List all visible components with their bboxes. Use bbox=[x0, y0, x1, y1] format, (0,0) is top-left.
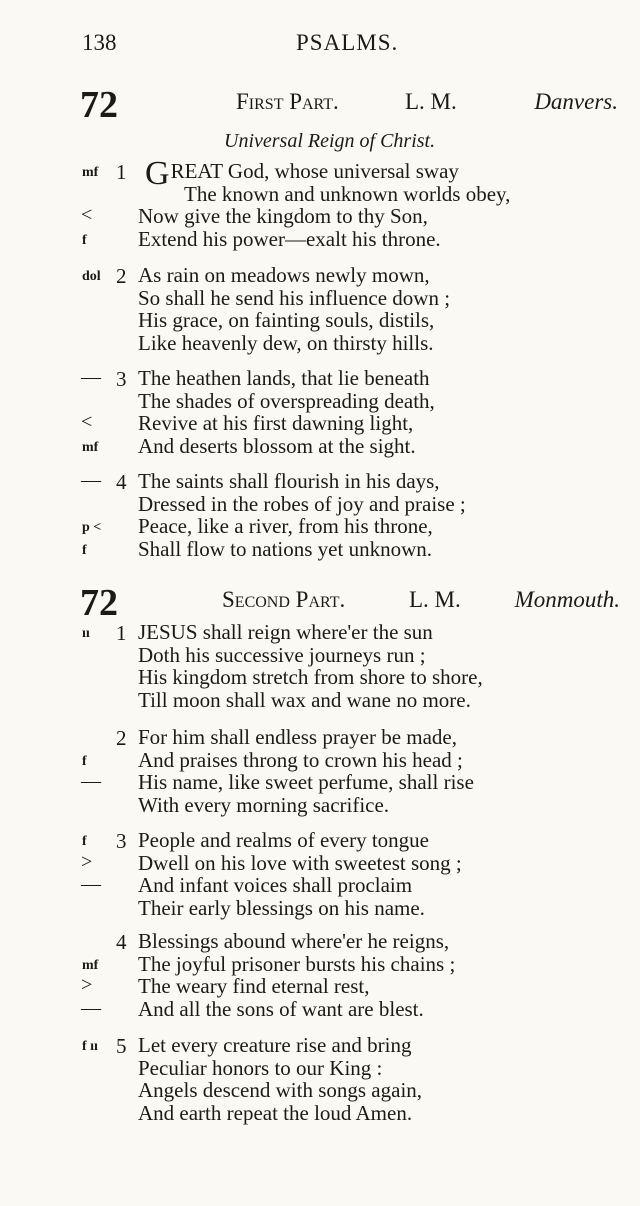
hymn-line bbox=[138, 537, 432, 562]
hymn-line bbox=[138, 974, 369, 999]
hymn-line-text: Extend his power—exalt his throne. bbox=[138, 226, 441, 251]
hymn-line-text: REAT God, whose universal sway bbox=[170, 159, 459, 183]
hymn-line bbox=[138, 366, 430, 391]
hymn-line-text: The weary find eternal rest, bbox=[138, 974, 370, 998]
dynamic-mark: mf bbox=[82, 957, 99, 973]
verse-number: 1 bbox=[116, 621, 127, 645]
hymn-line bbox=[184, 182, 510, 207]
hymn-line-text: Shall flow to nations yet unknown. bbox=[138, 536, 432, 561]
verse-number: 2 bbox=[116, 264, 127, 288]
hymn-line bbox=[138, 643, 426, 668]
hymn-line-text: The known and unknown worlds obey, bbox=[184, 181, 511, 206]
dynamic-mark: — bbox=[81, 770, 101, 792]
hymn-line bbox=[138, 725, 457, 750]
dynamic-mark: — bbox=[81, 873, 101, 895]
hymn-line bbox=[138, 952, 455, 977]
hymn-meter: L. M. bbox=[405, 89, 457, 114]
hymn-line-text: And deserts blossom at the sight. bbox=[138, 433, 416, 458]
hymn-line bbox=[138, 997, 424, 1022]
hymn-line-text: And infant voices shall proclaim bbox=[138, 873, 413, 897]
hymn-line-text: Angels descend with songs again, bbox=[138, 1078, 423, 1102]
hymn-tune: Monmouth. bbox=[514, 587, 620, 612]
dynamic-mark: f bbox=[82, 753, 87, 769]
hymn-line bbox=[138, 929, 449, 954]
hymn-line bbox=[138, 770, 474, 795]
dynamic-mark: < bbox=[81, 204, 93, 226]
hymn-part: First Part. bbox=[236, 89, 339, 114]
verse-number: 4 bbox=[116, 470, 127, 494]
hymn-line bbox=[138, 828, 429, 853]
hymn-line bbox=[138, 492, 466, 517]
dynamic-mark: ıı bbox=[82, 626, 90, 641]
hymn-line-text: Their early blessings on his name. bbox=[138, 895, 425, 920]
hymn-subtitle: Universal Reign of Christ. bbox=[224, 130, 436, 152]
verse-number: 1 bbox=[116, 160, 127, 184]
hymn-line-text: So shall he send his influence down ; bbox=[138, 285, 451, 310]
dynamic-mark: mf bbox=[82, 165, 99, 180]
hymn-line-text: Like heavenly dew, on thirsty hills. bbox=[138, 330, 434, 355]
dynamic-mark: f bbox=[82, 834, 87, 849]
hymn-line-text: Let every creature rise and bring bbox=[138, 1033, 412, 1057]
hymn-line bbox=[138, 204, 428, 229]
hymn-line bbox=[138, 1033, 411, 1058]
hymn-line bbox=[138, 896, 425, 921]
hymn-line-text: And praises throng to crown his head ; bbox=[138, 747, 463, 772]
dynamic-mark: — bbox=[81, 996, 101, 1019]
verse-number: 3 bbox=[116, 829, 127, 853]
hymn-line-text: Peculiar honors to our King : bbox=[138, 1055, 383, 1080]
hymn-line bbox=[138, 263, 430, 288]
dynamic-mark: — bbox=[81, 469, 101, 491]
hymn-line bbox=[138, 1101, 412, 1126]
hymn-line bbox=[138, 227, 441, 252]
hymn-line bbox=[138, 873, 412, 898]
verse-number: 2 bbox=[116, 726, 127, 750]
hymn-line bbox=[138, 1078, 422, 1103]
dynamic-mark: f ıı bbox=[82, 1039, 98, 1054]
dynamic-mark: mf bbox=[82, 439, 99, 455]
hymn-line-text: Peace, like a river, from his throne, bbox=[138, 514, 433, 538]
dynamic-mark: — bbox=[81, 366, 101, 388]
hymn-line-text: His name, like sweet perfume, shall rise bbox=[138, 770, 474, 794]
hymn-line-text: The shades of overspreading death, bbox=[138, 388, 435, 413]
hymn-line-text: The joyful prisoner bursts his chains ; bbox=[138, 951, 456, 976]
dynamic-mark: dol bbox=[82, 269, 101, 284]
hymn-line bbox=[138, 514, 433, 539]
dynamic-mark: < bbox=[81, 411, 93, 433]
hymn-number: 72 bbox=[80, 582, 118, 624]
hymn-line-text: His grace, on fainting souls, distils, bbox=[138, 308, 435, 332]
verse-number: 5 bbox=[116, 1034, 127, 1058]
hymn-line bbox=[138, 331, 434, 356]
hymn-line-text: And all the sons of want are blest. bbox=[138, 996, 424, 1021]
dynamic-mark: p < bbox=[82, 520, 102, 535]
hymn-line-text: People and realms of every tongue bbox=[138, 828, 429, 852]
hymn-line bbox=[138, 411, 413, 436]
hymn-line-text: The saints shall flourish in his days, bbox=[138, 469, 440, 493]
hymn-line-text: Revive at his first dawning light, bbox=[138, 411, 414, 435]
hymn-line bbox=[138, 748, 463, 773]
hymn-line-text: And earth repeat the loud Amen. bbox=[138, 1100, 413, 1125]
hymn-line bbox=[138, 665, 483, 690]
hymn-line bbox=[138, 434, 416, 459]
dynamic-mark: f bbox=[82, 232, 87, 248]
hymn-line-text: Till moon shall wax and wane no more. bbox=[138, 687, 471, 712]
hymn-meter: L. M. bbox=[409, 587, 461, 612]
page-number: 138 bbox=[82, 30, 117, 55]
hymn-line bbox=[138, 1056, 382, 1081]
hymn-line-text: Now give the kingdom to thy Son, bbox=[138, 204, 428, 228]
verse-number: 4 bbox=[116, 930, 127, 954]
hymn-line bbox=[138, 851, 462, 876]
hymn-line-text: JESUS shall reign where'er the sun bbox=[138, 620, 433, 644]
hymn-part: Second Part. bbox=[222, 587, 346, 612]
hymn-line bbox=[138, 286, 450, 311]
hymn-line-text: Dressed in the robes of joy and praise ; bbox=[138, 491, 466, 516]
dynamic-mark: f bbox=[82, 542, 87, 558]
hymn-line bbox=[138, 308, 434, 333]
drop-cap: G bbox=[145, 155, 170, 192]
hymn-line-text: Doth his successive journeys run ; bbox=[138, 642, 426, 667]
hymn-line-text: Blessings abound where'er he reigns, bbox=[138, 929, 450, 953]
hymn-line bbox=[138, 688, 471, 713]
hymn-line-text: The heathen lands, that lie beneath bbox=[138, 366, 430, 390]
hymn-line bbox=[138, 389, 435, 414]
hymn-line-text: As rain on meadows newly mown, bbox=[138, 263, 430, 287]
hymn-line-text: His kingdom stretch from shore to shore, bbox=[138, 665, 483, 689]
hymn-line-text: For him shall endless prayer be made, bbox=[138, 725, 457, 749]
hymn-line-text: Dwell on his love with sweetest song ; bbox=[138, 850, 462, 875]
dynamic-mark: > bbox=[81, 974, 93, 996]
running-title: PSALMS. bbox=[296, 30, 399, 55]
hymn-number: 72 bbox=[80, 84, 118, 126]
hymn-line bbox=[138, 793, 389, 818]
hymn-line bbox=[138, 469, 440, 494]
hymn-line-text: With every morning sacrifice. bbox=[138, 792, 390, 817]
dynamic-mark: > bbox=[81, 850, 93, 873]
hymn-line bbox=[138, 620, 433, 645]
verse-number: 3 bbox=[116, 367, 127, 391]
hymn-tune: Danvers. bbox=[534, 89, 618, 114]
